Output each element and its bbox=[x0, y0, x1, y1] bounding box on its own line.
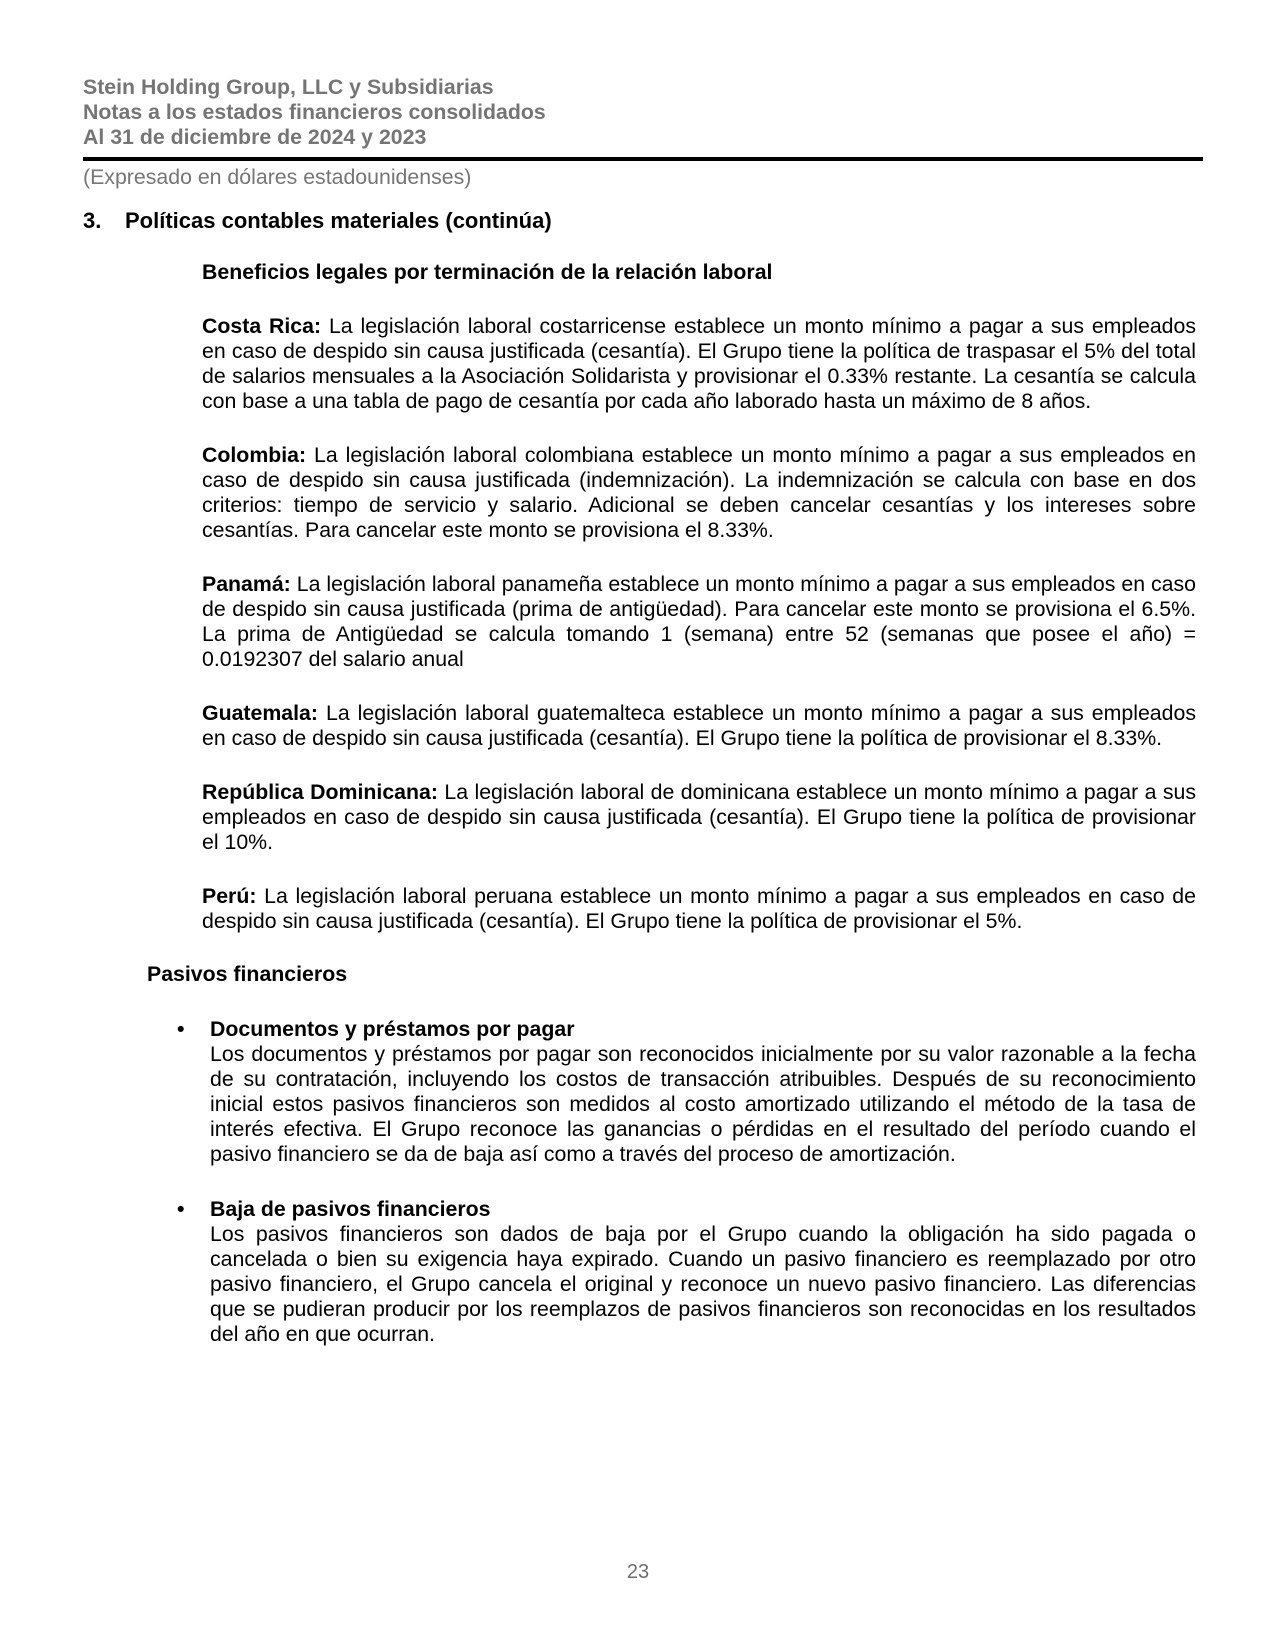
page-header bbox=[83, 75, 1203, 190]
bullet-body-baja-pasivos bbox=[210, 1197, 1196, 1347]
bullet-item-baja-pasivos bbox=[177, 1197, 1196, 1347]
currency-note: (Expresado en dólares estadounidenses) bbox=[83, 165, 472, 189]
bullet-title-baja-pasivos: Baja de pasivos financieros bbox=[210, 1197, 491, 1221]
paragraph-guatemala bbox=[202, 701, 1196, 751]
paragraph-panama bbox=[202, 572, 1196, 672]
subsection-heading: Beneficios legales por terminación de la relación laboral bbox=[202, 260, 773, 284]
statement-date: Al 31 de diciembre de 2024 y 2023 bbox=[83, 125, 427, 149]
paragraph-costa-rica bbox=[202, 314, 1196, 414]
bullet-icon: • bbox=[177, 1197, 185, 1221]
paragraph-peru bbox=[202, 884, 1196, 934]
country-label-panama: Panamá: bbox=[202, 572, 291, 596]
paragraph-republica-dominicana bbox=[202, 780, 1196, 855]
company-name: Stein Holding Group, LLC y Subsidiarias bbox=[83, 75, 494, 99]
country-label-costa-rica: Costa Rica: bbox=[202, 314, 322, 338]
country-text-republica-dominicana: La legislación laboral de dominicana establece un monto mínimo a pagar a sus empleados en caso de despido sin causa justificada (cesantía). El Grupo tiene la política de provisionar el 10%. bbox=[202, 780, 1197, 854]
document-title: Notas a los estados financieros consolidados bbox=[83, 100, 546, 124]
bullet-title-documentos-prestamos: Documentos y préstamos por pagar bbox=[210, 1017, 575, 1041]
financial-liabilities-heading: Pasivos financieros bbox=[147, 962, 348, 986]
country-label-peru: Perú: bbox=[202, 884, 257, 908]
country-text-costa-rica: La legislación laboral costarricense establece un monto mínimo a pagar a sus empleados en caso de despido sin causa justificada (cesantía). El Grupo tiene la política de traspasar el 5% del total de salarios mensuales a la Asociación Solidarista y provisionar el 0.33% restante. La cesantía se calcula con base a una tabla de pago de cesantía por cada año laborado hasta un máximo de 8 años. bbox=[202, 314, 1196, 413]
bullet-text-baja-pasivos: Los pasivos financieros son dados de baja por el Grupo cuando la obligación ha sido pagada o cancelada o bien su exigencia haya expirado. Cuando un pasivo financiero es reemplazado por otro pasivo financiero, el Grupo cancela el original y reconoce un nuevo pasivo financiero. Las diferencias que se pudieran producir por los reemplazos de pasivos financieros son reconocidas en los resultados del año en que ocurran. bbox=[210, 1222, 1196, 1346]
header-rule bbox=[83, 157, 1203, 161]
country-label-republica-dominicana: República Dominicana: bbox=[202, 780, 438, 804]
bullet-item-documentos-prestamos bbox=[177, 1017, 1196, 1167]
benefits-block bbox=[202, 260, 1196, 934]
section-heading bbox=[83, 208, 1203, 233]
page-footer bbox=[0, 1560, 1276, 1585]
paragraph-colombia bbox=[202, 443, 1196, 543]
country-text-guatemala: La legislación laboral guatemalteca establece un monto mínimo a pagar a sus empleados en caso de despido sin causa justificada (cesantía). El Grupo tiene la política de provisionar el 8.33%. bbox=[202, 701, 1196, 750]
bullet-icon: • bbox=[177, 1017, 185, 1041]
country-text-colombia: La legislación laboral colombiana establece un monto mínimo a pagar a sus empleados en caso de despido sin causa justificada (indemnización). La indemnización se calcula con base en dos criterios: tiempo de servicio y salario. Adicional se deben cancelar cesantías y los intereses sobre cesantías. Para cancelar este monto se provisiona el 8.33%. bbox=[202, 443, 1196, 542]
bullet-body-documentos-prestamos bbox=[210, 1017, 1196, 1167]
page-number: 23 bbox=[626, 1561, 650, 1583]
section-title: Políticas contables materiales (continúa) bbox=[125, 208, 552, 233]
country-label-guatemala: Guatemala: bbox=[202, 701, 318, 725]
country-text-panama: La legislación laboral panameña establece un monto mínimo a pagar a sus empleados en caso de despido sin causa justificada (prima de antigüedad). Para cancelar este monto se provisiona el 6.5%. La prima de Antigüedad se calcula tomando 1 (semana) entre 52 (semanas que posee el año) = 0.0192307 del salario anual bbox=[202, 572, 1196, 671]
country-text-peru: La legislación laboral peruana establece un monto mínimo a pagar a sus empleados en caso de despido sin causa justificada (cesantía). El Grupo tiene la política de provisionar el 5%. bbox=[202, 884, 1196, 933]
section-number: 3. bbox=[83, 208, 102, 233]
country-label-colombia: Colombia: bbox=[202, 443, 307, 467]
bullet-text-documentos-prestamos: Los documentos y préstamos por pagar son reconocidos inicialmente por su valor razonable a la fecha de su contratación, incluyendo los costos de transacción atribuibles. Después de su reconocimiento inicial estos pasivos financieros son medidos al costo amortizado utilizando el método de la tasa de interés efectiva. El Grupo reconoce las ganancias o pérdidas en el resultado del período cuando el pasivo financiero se da de baja así como a través del proceso de amortización. bbox=[210, 1042, 1196, 1166]
